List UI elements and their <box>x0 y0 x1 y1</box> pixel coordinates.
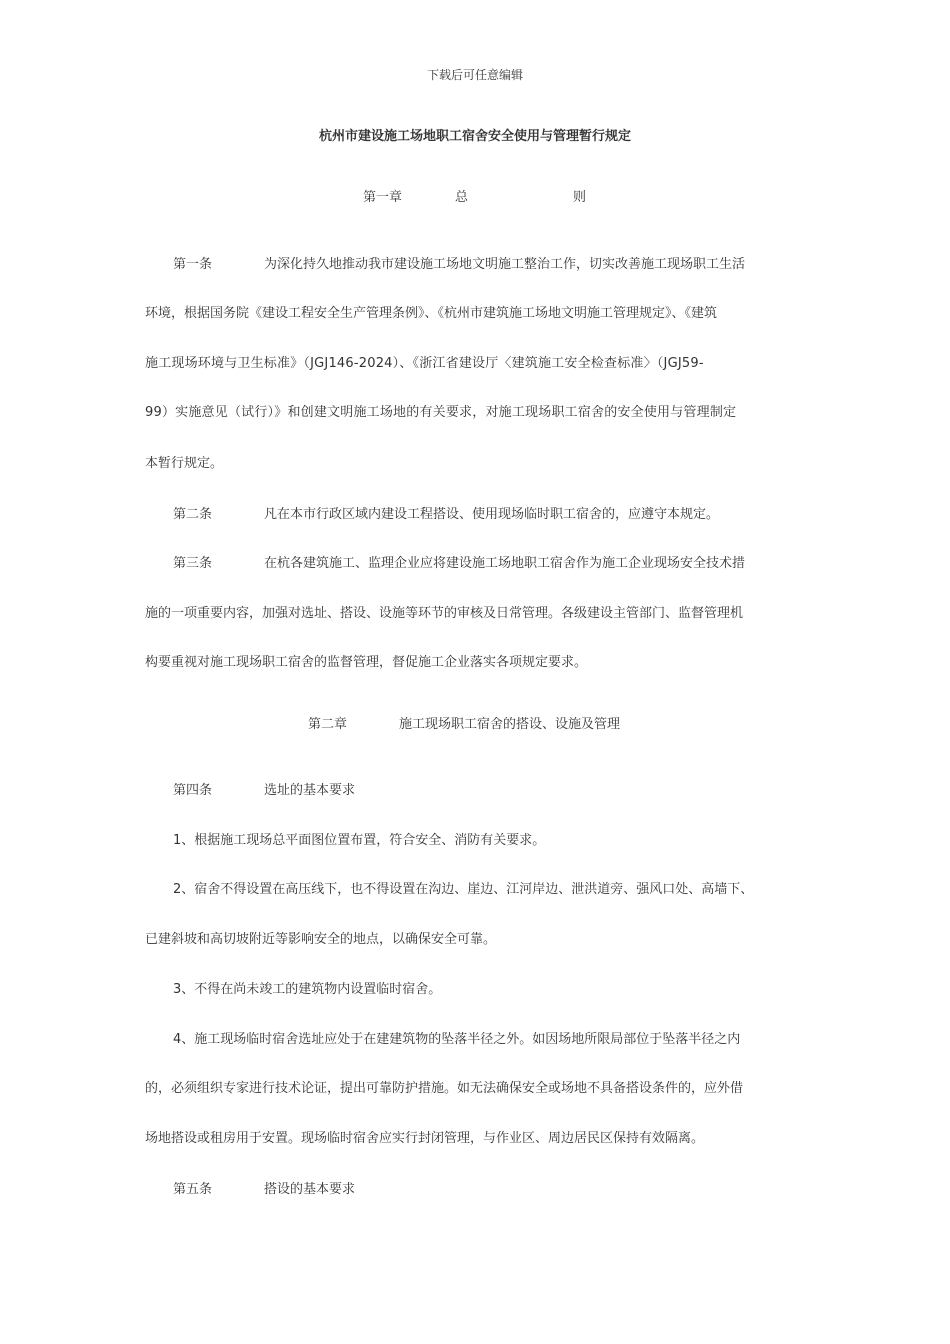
header-note: 下载后可任意编辑 <box>426 68 523 82</box>
article5-heading: 搭设的基本要求 <box>264 1182 356 1197</box>
article3-line2: 施的一项重要内容，加强对选址、搭设、设施等环节的审核及日常管理。各级建设主管部门、监督管理机 <box>145 606 744 621</box>
article4-heading: 选址的基本要求 <box>264 783 356 798</box>
article4-number: 第四条 <box>173 783 213 798</box>
article4-item4-line3: 场地搭设或租房用于安置。现场临时宿舍应实行封闭管理，与作业区、周边居民区保持有效隔离。 <box>145 1131 705 1146</box>
article4-item4-line2: 的，必须组织专家进行技术论证，提出可靠防护措施。如无法确保安全或场地不具备搭设条件的，应外借 <box>145 1081 744 1096</box>
article4-item2-line1: 2、宿舍不得设置在高压线下，也不得设置在沟边、崖边、江河岸边、泄洪道旁、强风口处、高墙下、 <box>173 882 754 897</box>
chapter1-number: 第一章 <box>363 190 403 205</box>
article5-number: 第五条 <box>173 1182 213 1197</box>
article1-number: 第一条 <box>173 257 213 272</box>
document-title: 杭州市建设施工场地职工宿舍安全使用与管理暂行规定 <box>318 129 631 144</box>
article2-line1: 凡在本市行政区域内建设工程搭设、使用现场临时职工宿舍的，应遵守本规定。 <box>264 507 720 522</box>
article1-line5: 本暂行规定。 <box>145 456 224 471</box>
article4-item2-line2: 已建斜坡和高切坡附近等影响安全的地点，以确保安全可靠。 <box>145 932 497 947</box>
article1-line1: 为深化持久地推动我市建设施工场地文明施工整治工作，切实改善施工现场职工生活 <box>264 257 746 272</box>
chapter1-name-part1: 总 <box>455 190 469 205</box>
article4-item4-line1: 4、施工现场临时宿舍选址应处于在建建筑物的坠落半径之外。如因场地所限局部位于坠落半径之内 <box>173 1032 741 1047</box>
article4-item3: 3、不得在尚未竣工的建筑物内设置临时宿舍。 <box>173 982 442 997</box>
article3-line1: 在杭各建筑施工、监理企业应将建设施工场地职工宿舍作为施工企业现场安全技术措 <box>264 556 746 571</box>
article4-item1: 1、根据施工现场总平面图位置布置，符合安全、消防有关要求。 <box>173 833 546 848</box>
chapter2-name: 施工现场职工宿舍的搭设、设施及管理 <box>399 717 621 732</box>
article2-number: 第二条 <box>173 507 213 522</box>
article1-line4: 99）实施意见（试行）》和创建文明施工场地的有关要求，对施工现场职工宿舍的安全使用与管理制定 <box>145 405 737 420</box>
chapter2-number: 第二章 <box>308 717 348 732</box>
chapter1-name-part2: 则 <box>573 190 587 205</box>
article3-number: 第三条 <box>173 556 213 571</box>
article3-line3: 构要重视对施工现场职工宿舍的监督管理，督促施工企业落实各项规定要求。 <box>145 655 588 670</box>
article1-line3: 施工现场环境与卫生标准》（JGJ146-2024）、《浙江省建设厅〈建筑施工安全检查标准〉（JGJ59- <box>145 356 704 371</box>
article1-line2: 环境，根据国务院《建设工程安全生产管理条例》、《杭州市建筑施工场地文明施工管理规定》、《建筑 <box>145 306 718 321</box>
